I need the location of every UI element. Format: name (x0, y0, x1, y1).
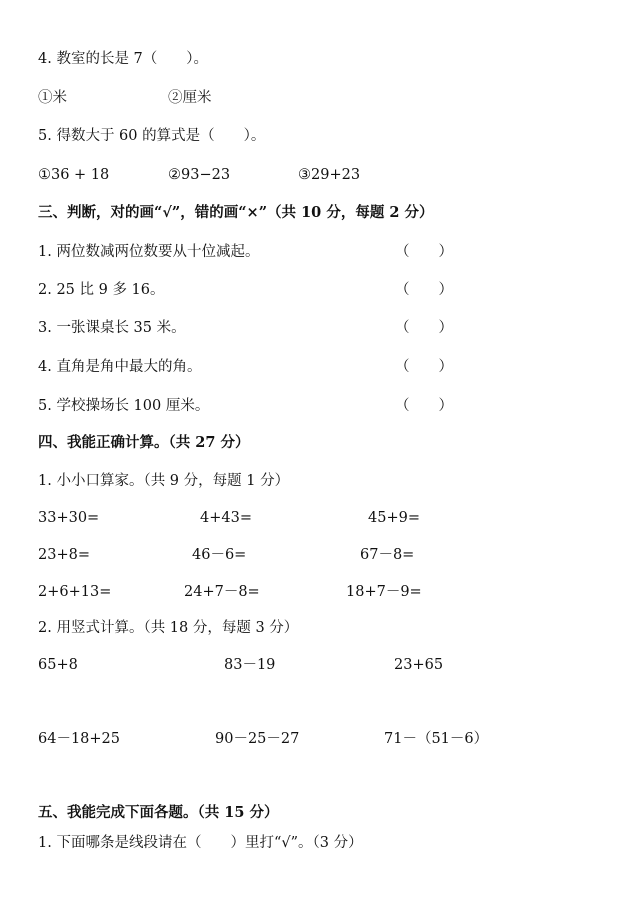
question-4-option-1: ①米 (38, 90, 67, 106)
vertical-calc-item: 23+65 (394, 657, 444, 673)
oral-calc-item: 4+43= (200, 510, 252, 526)
question-4: 4. 教室的长是 7（ ）。 (38, 51, 209, 67)
judge-item-5: 5. 学校操场长 100 厘米。 (38, 398, 210, 414)
oral-calc-item: 45+9= (368, 510, 420, 526)
vertical-calc-subheading: 2. 用竖式计算。（共 18 分，每题 3 分） (38, 620, 299, 636)
oral-calc-item: 23+8= (38, 547, 90, 563)
question-5: 5. 得数大于 60 的算式是（ ）。 (38, 128, 266, 144)
oral-calc-item: 33+30= (38, 510, 100, 526)
section-5-heading: 五、我能完成下面各题。（共 15 分） (38, 804, 279, 821)
oral-calc-item: 67－8= (360, 547, 415, 563)
judge-item-4: 4. 直角是角中最大的角。 (38, 359, 202, 375)
vertical-calc-item: 64－18+25 (38, 731, 121, 747)
question-5-option-1: ①36 + 18 (38, 167, 110, 183)
judge-item-3: 3. 一张课桌长 35 米。 (38, 320, 186, 336)
section-4-heading: 四、我能正确计算。（共 27 分） (38, 434, 250, 451)
section-5-question-1: 1. 下面哪条是线段请在（ ）里打“√”。（3 分） (38, 835, 363, 851)
vertical-calc-item: 83－19 (224, 657, 276, 673)
judge-item-4-answer-blank: （ ） (395, 359, 453, 375)
judge-item-1-answer-blank: （ ） (395, 244, 453, 260)
oral-calc-item: 18+7－9= (346, 584, 422, 600)
question-5-option-3: ③29+23 (298, 167, 361, 183)
oral-calc-item: 2+6+13= (38, 584, 112, 600)
judge-item-3-answer-blank: （ ） (395, 320, 453, 336)
vertical-calc-item: 65+8 (38, 657, 78, 673)
judge-item-2-answer-blank: （ ） (395, 282, 453, 298)
oral-calc-item: 24+7－8= (184, 584, 260, 600)
question-5-option-2: ②93−23 (168, 167, 231, 183)
judge-item-2: 2. 25 比 9 多 16。 (38, 282, 165, 298)
section-3-heading: 三、判断，对的画“√”，错的画“×”（共 10 分，每题 2 分） (38, 204, 434, 221)
question-4-option-2: ②厘米 (168, 90, 212, 106)
vertical-calc-item: 90－25－27 (215, 731, 300, 747)
judge-item-1: 1. 两位数减两位数要从十位减起。 (38, 244, 260, 260)
judge-item-5-answer-blank: （ ） (395, 398, 453, 414)
vertical-calc-item: 71－（51－6） (384, 731, 489, 747)
oral-calc-subheading: 1. 小小口算家。（共 9 分，每题 1 分） (38, 473, 290, 489)
oral-calc-item: 46－6= (192, 547, 247, 563)
